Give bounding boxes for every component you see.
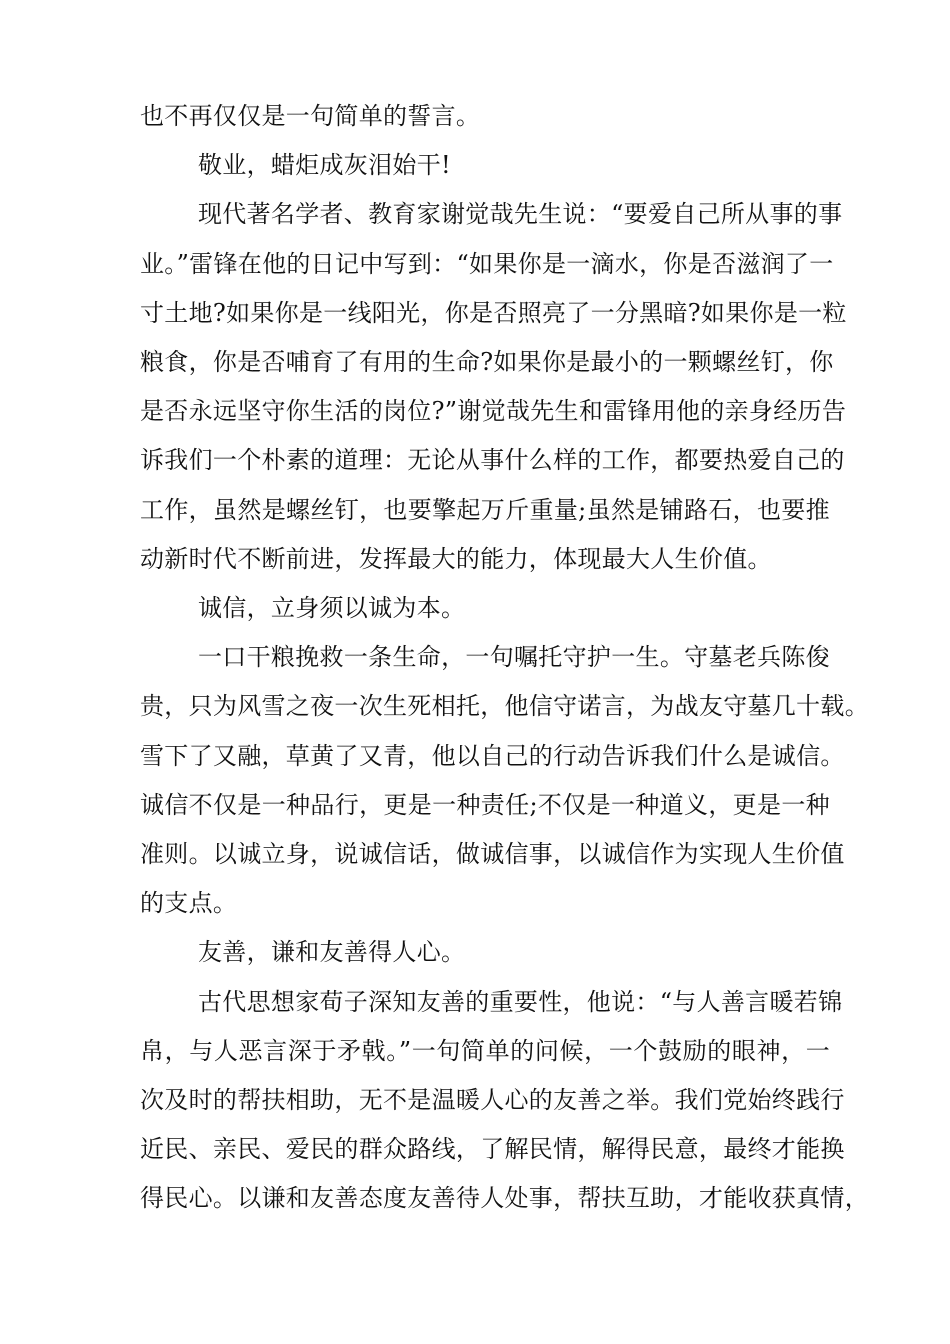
paragraph-integrity [140, 633, 869, 928]
paragraph-dedication [140, 190, 847, 584]
paragraph-continuation [140, 92, 830, 141]
section-heading-dedication [140, 141, 830, 190]
document-body [140, 92, 869, 1224]
text-line: 准则。以诚立身，说诚信话，做诚信事，以诚信作为实现人生价值 [140, 840, 845, 869]
section-heading-friendliness [140, 928, 830, 977]
text-line: 粮食，你是否哺育了有用的生命?如果你是最小的一颗螺丝钉，你 [140, 348, 834, 377]
text-line: 工作，虽然是螺丝钉，也要擎起万斤重量;虽然是铺路石，也要推 [140, 495, 830, 524]
text-line: 贵，只为风雪之夜一次生死相托，他信守诺言，为战友守墓几十载。 [140, 692, 869, 721]
text-line: 诚信，立身须以诚为本。 [198, 594, 466, 623]
text-line: 也不再仅仅是一句简单的誓言。 [140, 102, 481, 130]
section-heading-integrity [140, 584, 830, 633]
text-line: 古代思想家荀子深知友善的重要性，他说：“与人善言暖若锦 [198, 987, 843, 1016]
text-line: 的支点。 [140, 889, 238, 918]
text-line: 帛，与人恶言深于矛戟。”一句简单的问候，一个鼓励的眼神，一 [140, 1036, 830, 1065]
paragraph-friendliness [140, 978, 869, 1224]
text-line: 现代著名学者、教育家谢觉哉先生说：“要爱自己所从事的事 [198, 200, 843, 229]
text-line: 次及时的帮扶相助，无不是温暖人心的友善之举。我们党始终践行 [140, 1086, 845, 1115]
text-line: 是否永远坚守你生活的岗位?”谢觉哉先生和雷锋用他的亲身经历告 [140, 397, 847, 426]
text-line: 得民心。以谦和友善态度友善待人处事，帮扶互助，才能收获真情， [140, 1184, 869, 1213]
text-line: 友善，谦和友善得人心。 [198, 938, 466, 967]
text-line: 动新时代不断前进，发挥最大的能力，体现最大人生价值。 [140, 544, 772, 573]
text-line: 近民、亲民、爱民的群众路线，了解民情，解得民意，最终才能换 [140, 1135, 845, 1164]
text-line: 业。”雷锋在他的日记中写到：“如果你是一滴水，你是否滋润了一 [140, 249, 834, 278]
text-line: 雪下了又融，草黄了又青，他以自己的行动告诉我们什么是诚信。 [140, 741, 845, 770]
text-line: 诉我们一个朴素的道理：无论从事什么样的工作，都要热爱自己的 [140, 446, 845, 475]
text-line: 敬业，蜡炬成灰泪始干! [198, 151, 451, 180]
text-line: 寸土地?如果你是一线阳光，你是否照亮了一分黑暗?如果你是一粒 [140, 298, 847, 327]
text-line: 一口干粮挽救一条生命，一句嘱托守护一生。守墓老兵陈俊 [198, 643, 830, 672]
text-line: 诚信不仅是一种品行，更是一种责任;不仅是一种道义，更是一种 [140, 790, 830, 819]
